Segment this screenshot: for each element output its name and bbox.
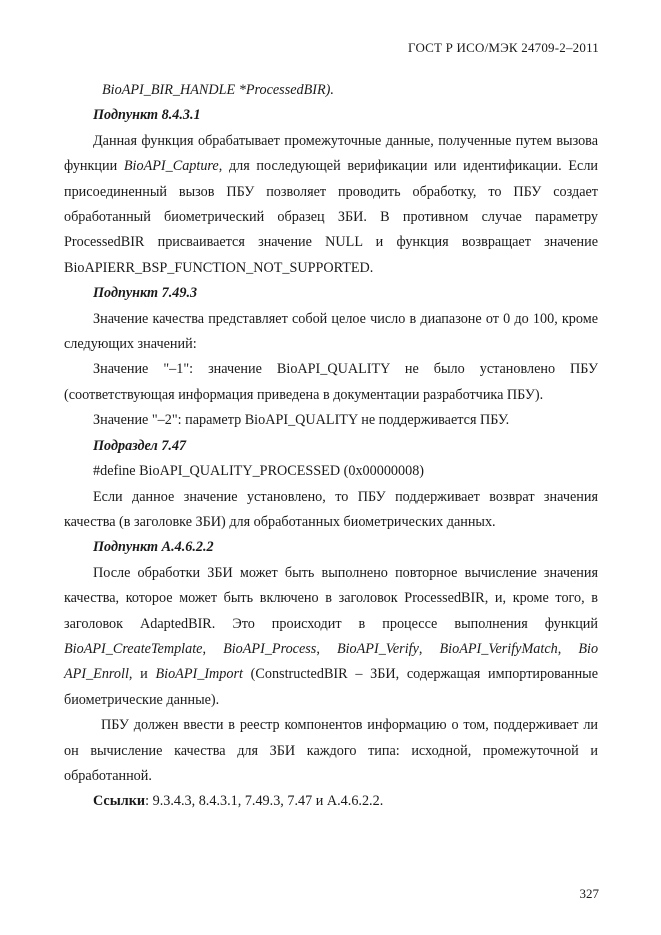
subsection-heading bbox=[64, 103, 598, 128]
italic-run: Bio API_Enroll bbox=[64, 640, 599, 683]
text-run: Значение качества представляет собой целое число в диапазоне от 0 до 100, кроме следующих значений: bbox=[64, 310, 598, 353]
italic-run: BioAPI_BIR_HANDLE *ProcessedBIR). bbox=[102, 82, 334, 98]
text-run: ПБУ должен ввести в реестр компонентов информацию о том, поддерживает ли он вычисление качества для ЗБИ каждого типа: исходной, промежуточной и обработанной. bbox=[64, 717, 598, 784]
text-run: Подраздел 7.47 bbox=[93, 437, 187, 454]
body-paragraph bbox=[64, 713, 598, 789]
continuation-line bbox=[64, 78, 598, 103]
body-paragraph bbox=[64, 789, 598, 814]
italic-run: BioAPI_CreateTemplate bbox=[64, 640, 203, 657]
text-run: Подпункт А.4.6.2.2 bbox=[93, 539, 214, 556]
italic-run: BioAPI_Process bbox=[223, 640, 317, 657]
italic-run: BioAPI_Verify bbox=[336, 640, 419, 657]
text-run: (ConstructedBIR – ЗБИ, содержащая импортированные биометрические данные). bbox=[64, 666, 599, 708]
body-paragraph bbox=[64, 307, 598, 358]
text-run: , bbox=[316, 640, 337, 657]
text-run: , bbox=[418, 640, 440, 657]
text-run: Подпункт 8.4.3.1 bbox=[93, 107, 201, 124]
subsection-heading bbox=[64, 434, 598, 459]
text-run: , bbox=[557, 640, 579, 657]
page-body bbox=[64, 78, 598, 815]
text-run: , для последующей верификации или идентификации. Если присоединенный вызов ПБУ позволяет проводить обработку, то ПБУ создает обработанный биометрический образец ЗБИ. В противном случае параметру ProcessedBIR присваивается значение NULL и функция возвращает значение BioAPIERR_BSP_FUNCTION_NOT_SUPPORTED. bbox=[64, 158, 598, 276]
subsection-heading bbox=[64, 535, 598, 560]
body-paragraph bbox=[64, 357, 598, 408]
text-run: Значение "–1": значение BioAPI_QUALITY не было установлено ПБУ (соответствующая информация приведена в документации разработчика ПБУ). bbox=[64, 361, 598, 403]
italic-run: BioAPI_VerifyMatch bbox=[439, 640, 558, 657]
text-run: , bbox=[202, 640, 224, 657]
text-run: После обработки ЗБИ может быть выполнено повторное вычисление значения качества, которое может быть включено в заголовок ProcessedBIR, и, кроме того, в заголовок AdaptedBIR. Это происходит в процессе выполнения функций bbox=[64, 564, 598, 632]
body-paragraph bbox=[64, 408, 598, 433]
subsection-heading bbox=[64, 281, 598, 306]
document-header: ГОСТ Р ИСО/МЭК 24709-2–2011 bbox=[408, 40, 599, 55]
text-run: #define BioAPI_QUALITY_PROCESSED (0x00000008) bbox=[93, 463, 425, 480]
text-run: Подпункт 7.49.3 bbox=[93, 285, 198, 302]
text-run: , и bbox=[128, 666, 156, 683]
text-run: : 9.3.4.3, 8.4.3.1, 7.49.3, 7.47 и А.4.6.2.2. bbox=[145, 793, 384, 810]
text-run: Если данное значение установлено, то ПБУ поддерживает возврат значения качества (в заголовке ЗБИ) для обработанных биометрических данных. bbox=[64, 488, 598, 530]
page-number: 327 bbox=[579, 886, 599, 901]
body-paragraph bbox=[64, 129, 598, 281]
body-paragraph bbox=[64, 459, 598, 484]
bold-run: Ссылки bbox=[93, 793, 146, 810]
italic-run: BioAPI_Import bbox=[155, 666, 243, 683]
body-paragraph bbox=[64, 561, 598, 713]
italic-run: BioAPI_Capture bbox=[123, 158, 219, 175]
text-run: Данная функция обрабатывает промежуточные данные, полученные путем вызова функции bbox=[64, 132, 598, 175]
body-paragraph bbox=[64, 485, 598, 536]
text-run: Значение "–2": параметр BioAPI_QUALITY не поддерживается ПБУ. bbox=[93, 412, 510, 429]
